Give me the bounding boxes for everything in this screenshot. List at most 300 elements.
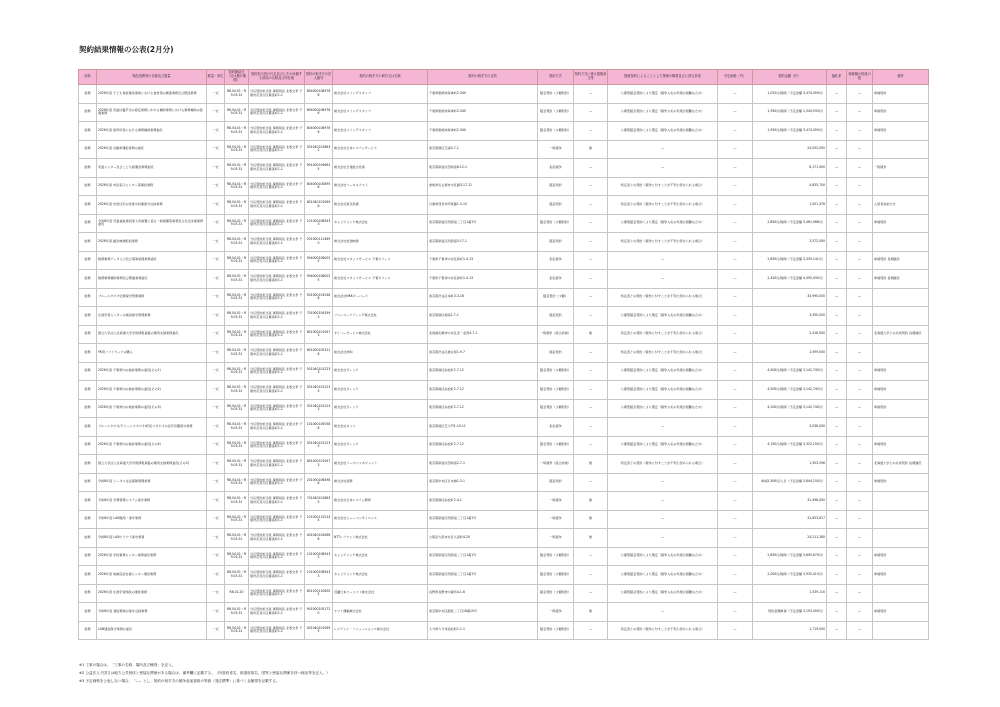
table-cell: 2,850円/時間（予定金額 3,335,141円） — [753, 251, 827, 270]
table-cell: 一般競争 — [538, 140, 574, 159]
table-cell: 2026年度 千葉県内の検診業務の委託(その3) — [97, 399, 207, 418]
table-cell: 株式会社伸和 — [333, 344, 428, 363]
table-cell: 総務 — [79, 621, 97, 640]
table-cell: 単価契約 — [873, 473, 929, 492]
table-cell: 特定者との契約（競争に付すことが不利と認められる場合） — [608, 233, 718, 252]
table-cell: 分任契約担当役 事務局長 北原文孝 千葉市花見川区幕張町1-1 — [249, 603, 305, 622]
table-cell — [873, 621, 929, 640]
table-cell: 東京都港区浜松町2-7-12 — [428, 436, 538, 455]
table-cell: 公募型随意契約により選定（競争入札の実施が困難なため） — [608, 566, 718, 585]
column-header: 契約方式に係る根拠条文等 — [574, 70, 608, 85]
table-cell: 分任契約担当役 事務局長 北原文孝 千葉市花見川区幕張町1-1 — [249, 436, 305, 455]
table-row — [79, 325, 929, 344]
table-cell: 令和8年度 LAN運用・保守業務 — [97, 510, 207, 529]
table-cell: 令和8年度 LANクラウド保守業務 — [97, 529, 207, 548]
table-cell: — — [718, 492, 753, 511]
table-cell: 株式会社放送映像 — [333, 233, 428, 252]
table-cell: — — [608, 529, 718, 548]
table-cell: 東京都新宿区西新宿二丁目1番1号 — [428, 510, 538, 529]
table-cell: 7010001042993 — [305, 307, 333, 326]
table-cell: — — [847, 566, 873, 585]
table-cell: 4,150円/時間（予定金額 3,322,100円） — [753, 436, 827, 455]
table-row — [79, 270, 929, 289]
table-cell: 随意契約（少額契約） — [538, 399, 574, 418]
table-cell: — — [827, 455, 847, 474]
table-cell: — — [847, 584, 873, 603]
table-cell: 公募型随意契約により選定（競争入札の実施が困難なため） — [608, 381, 718, 400]
table-cell: R8.04.01～R9.03.31 — [225, 325, 249, 344]
table-cell: 2026年度 地域包括支援センター運営業務 — [97, 566, 207, 585]
table-cell: 令和8年度 トータル生活保障管理業務 — [97, 473, 207, 492]
table-cell: — — [718, 159, 753, 178]
table-cell: — — [847, 436, 873, 455]
table-row — [79, 251, 929, 270]
table-cell: 特定者との契約（競争に付すことが不利と認められる場合） — [608, 455, 718, 474]
table-cell: — — [827, 307, 847, 326]
table-cell: 東京都渋谷区本町3-3-16 — [428, 288, 538, 307]
table-cell: 随意契約 — [538, 473, 574, 492]
table-cell: 一式 — [207, 529, 225, 548]
table-cell: — — [574, 122, 608, 141]
table-cell: 公募型随意契約により選定（競争入札の実施が困難なため） — [608, 399, 718, 418]
table-cell: 東京都港区浜松町2-7-12 — [428, 399, 538, 418]
table-cell: — — [847, 455, 873, 474]
table-cell: — — [827, 418, 847, 437]
table-cell: — — [827, 566, 847, 585]
table-row — [79, 436, 929, 455]
table-cell: 無 — [574, 140, 608, 159]
table-cell: 特定者との契約（競争に付すことが不利と認められる場合） — [608, 621, 718, 640]
table-cell: 令和8年度 通信環境の保守点検業務 — [97, 603, 207, 622]
table-cell: 総務 — [79, 436, 97, 455]
table-cell: 一式 — [207, 362, 225, 381]
table-cell: 一式 — [207, 492, 225, 511]
table-cell: — — [718, 251, 753, 270]
table-cell: 1010001089433 — [305, 214, 333, 233]
table-cell: 総務 — [79, 362, 97, 381]
table-cell: R8.04.01～R9.03.31 — [225, 288, 249, 307]
table-cell: 5010401012233 — [305, 381, 333, 400]
table-cell: 単価契約 — [873, 399, 929, 418]
table-cell: 8040001089766 — [305, 122, 333, 141]
table-cell: — — [574, 399, 608, 418]
column-header: 落札率 — [827, 70, 847, 85]
table-cell: 総務 — [79, 584, 97, 603]
table-cell: 8011001106005 — [305, 584, 333, 603]
table-cell: 9010001096625 — [305, 159, 333, 178]
table-cell: 東京都港区浜松町2-4-1 — [428, 492, 538, 511]
table-cell: — — [827, 196, 847, 215]
table-cell: R8.04.01～R9.03.31 — [225, 603, 249, 622]
table-cell: — — [718, 547, 753, 566]
table-cell: 6010001019473 — [305, 455, 333, 474]
table-header-row — [79, 70, 929, 85]
table-cell: 単価2,300円/人日（予定金額 3,844,150円） — [753, 473, 827, 492]
table-cell — [873, 510, 929, 529]
table-cell: — — [827, 436, 847, 455]
table-cell: 一般競争 — [538, 492, 574, 511]
table-cell: 5010401012233 — [305, 362, 333, 381]
table-row — [79, 196, 929, 215]
table-cell: 2,850円/時間（予定金額 3,461,988円） — [753, 214, 827, 233]
table-cell: 総務 — [79, 455, 97, 474]
column-header: 契約の相手方の法人番号 — [305, 70, 333, 85]
table-cell: 単価契約 — [873, 122, 929, 141]
table-row — [79, 122, 929, 141]
table-cell: 単価契約 — [873, 547, 929, 566]
table-row — [79, 103, 929, 122]
table-cell: — — [827, 270, 847, 289]
column-header: 予定価格（円） — [718, 70, 753, 85]
table-cell: 一式 — [207, 270, 225, 289]
table-cell: R8.04.01～R9.03.31 — [225, 436, 249, 455]
table-cell: 総務 — [79, 288, 97, 307]
table-cell: 一式 — [207, 510, 225, 529]
table-cell: 公募型随意契約により選定（競争入札の実施が困難なため） — [608, 584, 718, 603]
table-cell: — — [827, 122, 847, 141]
table-cell: R8.04.01～R9.03.31 — [225, 196, 249, 215]
table-cell: 単価契約 — [873, 85, 929, 104]
table-cell: 総務 — [79, 140, 97, 159]
table-cell: 株式会社ユーボンマネジメント — [333, 455, 428, 474]
table-cell: — — [827, 288, 847, 307]
table-cell: 1010001089433 — [305, 566, 333, 585]
table-cell: — — [574, 177, 608, 196]
table-cell: 9040001060025 — [305, 251, 333, 270]
table-cell: 4,500円/時間（予定金額 3,142,740円） — [753, 362, 827, 381]
table-cell: — — [574, 214, 608, 233]
table-cell: 株式会社日建総合技術 — [333, 159, 428, 178]
table-cell: — — [718, 196, 753, 215]
table-cell: — — [574, 418, 608, 437]
table-cell: R8.04.01～R9.03.31 — [225, 621, 249, 640]
table-cell: 9010001051720 — [305, 603, 333, 622]
table-cell: — — [827, 214, 847, 233]
table-cell: 総務 — [79, 603, 97, 622]
table-cell: 一式 — [207, 85, 225, 104]
table-cell: 指名競争 — [538, 270, 574, 289]
table-cell: 東京都港区芝大門1-10-11 — [428, 418, 538, 437]
table-cell: 一式 — [207, 325, 225, 344]
table-cell: — — [827, 603, 847, 622]
table-cell: 5010401012233 — [305, 436, 333, 455]
table-cell: — — [608, 251, 718, 270]
table-cell: 分任契約担当役 事務局長 北原文孝 千葉市花見川区幕張町1-1 — [249, 288, 305, 307]
table-cell: 随意契約（少額契約） — [538, 103, 574, 122]
table-cell: 分任契約担当役 事務局長 北原文孝 千葉市花見川区幕張町1-1 — [249, 362, 305, 381]
table-cell: 大分県大分市高松町1-1-1 — [428, 621, 538, 640]
table-cell: — — [827, 85, 847, 104]
table-cell: — — [608, 492, 718, 511]
table-cell: 東京都新宿区西新宿5-17-1 — [428, 233, 538, 252]
table-cell: 6,171,000 — [753, 159, 827, 178]
table-cell: R8.04.01～R9.03.31 — [225, 233, 249, 252]
table-row — [79, 603, 929, 622]
table-cell — [873, 177, 929, 196]
table-row — [79, 584, 929, 603]
table-cell — [873, 344, 929, 363]
table-cell: — — [847, 177, 873, 196]
table-cell: — — [847, 344, 873, 363]
table-cell: 株式会社スイングスタッフ — [333, 103, 428, 122]
table-cell: — — [847, 122, 873, 141]
table-cell: 東京都中央区銀座二丁目16番10号 — [428, 603, 538, 622]
table-cell: R8.04.01～R9.03.31 — [225, 473, 249, 492]
table-cell: 8040001089766 — [305, 103, 333, 122]
table-row — [79, 85, 929, 104]
table-cell: 1,539,110 — [753, 584, 827, 603]
table-cell: 一式 — [207, 473, 225, 492]
table-cell: 8040001089766 — [305, 85, 333, 104]
table-cell: 無 — [574, 455, 608, 474]
table-cell: 株式会社日本システム開発 — [333, 492, 428, 511]
column-header: 再就職の役員の数 — [847, 70, 873, 85]
table-cell: 分任契約担当役 事務局長 北原文孝 千葉市花見川区幕張町1-1 — [249, 159, 305, 178]
table-cell: 令和8年度 児童福祉施設等入所措置に係る一時保護等業務及び生活支援業務委託 — [97, 214, 207, 233]
table-cell: — — [608, 603, 718, 622]
table-cell: 分任契約担当役 事務局長 北原文孝 千葉市花見川区幕張町1-1 — [249, 140, 305, 159]
table-row — [79, 233, 929, 252]
table-cell: — — [827, 621, 847, 640]
table-cell: 24,211,280 — [753, 529, 827, 548]
table-cell: R8.04.01～R9.03.31 — [225, 103, 249, 122]
table-cell: 分任契約担当役 事務局長 北原文孝 千葉市花見川区幕張町1-1 — [249, 621, 305, 640]
table-cell: 生涯学習センターの施設保守管理業務 — [97, 307, 207, 326]
table-cell: — — [574, 547, 608, 566]
table-cell: 6010001053218 — [305, 344, 333, 363]
table-cell: 5010401018632 — [305, 140, 333, 159]
table-cell: 総務 — [79, 473, 97, 492]
table-cell: 東京都新宿区西新宿二丁目1番1号 — [428, 547, 538, 566]
table-cell: 2026年度 学校事務センター業務委託業務 — [97, 547, 207, 566]
table-cell: — — [718, 233, 753, 252]
table-cell: — — [718, 177, 753, 196]
table-cell: ブルースタジオ/グリーンスタジオ/町民スタジオの音声音響保守業務 — [97, 418, 207, 437]
table-cell: 4010401044668 — [305, 529, 333, 548]
table-cell: 公募型随意契約により選定（競争入札の実施が困難なため） — [608, 103, 718, 122]
table-cell: — — [847, 325, 873, 344]
table-cell: — — [574, 344, 608, 363]
table-cell: 2026年度 市民窓口センター等運営業務 — [97, 177, 207, 196]
table-cell: 公募型随意契約により選定（競争入札の実施が困難なため） — [608, 307, 718, 326]
table-cell: 随意契約（少額契約） — [538, 566, 574, 585]
table-cell: — — [847, 603, 873, 622]
table-cell: 分任契約担当役 事務局長 北原文孝 千葉市花見川区幕張町1-1 — [249, 251, 305, 270]
table-cell: 分任契約担当役 事務局長 北原文孝 千葉市花見川区幕張町1-1 — [249, 344, 305, 363]
table-cell: 千葉県船橋市海神町2-340 — [428, 103, 538, 122]
table-cell: — — [608, 418, 718, 437]
table-cell: 株式会社スイングスタッフ — [333, 85, 428, 104]
table-cell: 特定者との契約（競争に付すことが不利と認められる場合） — [608, 325, 718, 344]
table-cell: R8.04.01～R9.03.31 — [225, 510, 249, 529]
table-cell: 総務 — [79, 381, 97, 400]
footnote-2: ※2 公益法人で国又は地方公共団体と密接な関係がある場合は、備考欄に記載する。（所管府省名、都道府県名、国等と密接な関係を持つ理由等を記入。） — [79, 671, 330, 676]
table-cell: ヤマト運輸株式会社 — [333, 603, 428, 622]
table-cell: 株式会社東京設備 — [333, 196, 428, 215]
table-cell: 兵庫県西宮市甲東園1-3-10 — [428, 196, 538, 215]
table-row — [79, 510, 929, 529]
table-cell: 総務 — [79, 547, 97, 566]
table-cell: — — [827, 344, 847, 363]
table-cell: 千葉県千葉市中央区新町1-4-13 — [428, 251, 538, 270]
table-cell: 2026年度 自動車運転業務の委託 — [97, 140, 207, 159]
table-cell: 単価契約 — [873, 103, 929, 122]
table-cell: R8.04.01～R9.03.31 — [225, 547, 249, 566]
table-cell: R8.04.01～R9.03.31 — [225, 566, 249, 585]
table-cell: YK用ソフトウェアの購入 — [97, 344, 207, 363]
table-row — [79, 529, 929, 548]
table-cell: 1,001,376 — [753, 196, 827, 215]
table-cell: 入居者負担方式 — [873, 196, 929, 215]
table-cell: — — [827, 510, 847, 529]
table-cell: 4,200円/時間（予定金額 3,142,740円） — [753, 399, 827, 418]
table-cell: 1,553,298 — [753, 455, 827, 474]
table-cell: 一式 — [207, 251, 225, 270]
table-cell: 24,032,000 — [753, 140, 827, 159]
table-cell: 随意契約（少額契約） — [538, 362, 574, 381]
column-header: 部局 — [79, 70, 97, 85]
table-cell: — — [718, 510, 753, 529]
table-cell: 3,550,000 — [753, 307, 827, 326]
table-cell — [873, 584, 929, 603]
table-cell: 2026年度 議会映像配信業務 — [97, 233, 207, 252]
column-header: 契約方式 — [538, 70, 574, 85]
table-cell: R8.04.01～R9.03.31 — [225, 159, 249, 178]
table-cell: — — [847, 159, 873, 178]
table-cell: 一式 — [207, 584, 225, 603]
table-cell: 総務 — [79, 325, 97, 344]
table-cell: 一式 — [207, 418, 225, 437]
table-cell: 一式 — [207, 603, 225, 622]
table-cell: 東京都新宿区西新宿6-12-1 — [428, 159, 538, 178]
table-row — [79, 307, 929, 326]
table-cell: 総務 — [79, 307, 97, 326]
table-cell: — — [718, 455, 753, 474]
table-cell: 東京都中央区日本橋1-3-1 — [428, 473, 538, 492]
table-cell: LAN通信保守業務の委託 — [97, 621, 207, 640]
table-cell: 4010401010695 — [305, 621, 333, 640]
column-header: 契約担当役の氏名並びにその所属する部局の名称及び所在地 — [249, 70, 305, 85]
table-cell: 分任契約担当役 事務局長 北原文孝 千葉市花見川区幕張町1-1 — [249, 325, 305, 344]
table-cell: 2026年度 千葉県内の検診業務の委託(その1) — [97, 362, 207, 381]
table-cell: 総務 — [79, 85, 97, 104]
table-cell: 株式会社ヒューマンサイエンス — [333, 510, 428, 529]
table-cell: 千葉県千葉市中央区新町1-4-13 — [428, 270, 538, 289]
table-cell: — — [574, 473, 608, 492]
table-cell: 9040001060025 — [305, 270, 333, 289]
table-cell: 一般競争 — [873, 159, 929, 178]
table-cell: 単価契約 — [873, 603, 929, 622]
table-cell: 4,500円/時間（予定金額 3,142,740円） — [753, 381, 827, 400]
column-header: 随意契約によることとした業務の概要並びに該当条項 — [608, 70, 718, 85]
table-cell: — — [847, 473, 873, 492]
table-cell: — — [718, 473, 753, 492]
table-row — [79, 621, 929, 640]
table-cell: 株式会社ヴィック — [333, 362, 428, 381]
table-cell: 2026年度 千葉県内の検診業務の委託(その2) — [97, 381, 207, 400]
table-cell: 一式 — [207, 196, 225, 215]
table-cell: 無 — [574, 325, 608, 344]
table-cell: 分任契約担当役 事務局長 北原文孝 千葉市花見川区幕張町1-1 — [249, 529, 305, 548]
table-cell: R8.04.01～R9.03.31 — [225, 381, 249, 400]
table-cell: — — [718, 140, 753, 159]
table-cell: 一式 — [207, 159, 225, 178]
table-cell: ブルースタジオ空調保守管理業務 — [97, 288, 207, 307]
table-cell: 7010401018635 — [305, 492, 333, 511]
table-cell: 分任契約担当役 事務局長 北原文孝 千葉市花見川区幕張町1-1 — [249, 492, 305, 511]
table-cell: 一式 — [207, 140, 225, 159]
table-cell: 2026年度 千葉県内の検診業務の委託(その4) — [97, 436, 207, 455]
table-cell: 一式 — [207, 288, 225, 307]
table-cell: 株式会社商研 — [333, 473, 428, 492]
table-cell: 単価契約 — [873, 566, 929, 585]
footnote-1: ※1 工事の場合は、「工事の名称、場所及び種別」を記入。 — [79, 663, 176, 667]
table-cell: R8.04.01～R9.03.31 — [225, 418, 249, 437]
table-cell: 児童センター及びこども館運営業務委託 — [97, 159, 207, 178]
table-cell: — — [574, 270, 608, 289]
table-cell: 東京都港区浜松町2-7-12 — [428, 381, 538, 400]
table-cell: 分任契約担当役 事務局長 北原文孝 千葉市花見川区幕張町1-1 — [249, 177, 305, 196]
table-cell: — — [827, 381, 847, 400]
table-cell: 随意契約 — [538, 307, 574, 326]
table-cell: 特定者との契約（競争に付すことが不利と認められる場合） — [608, 196, 718, 215]
table-cell: 随意契約 — [538, 233, 574, 252]
table-cell: 6010001019473 — [305, 325, 333, 344]
table-cell: — — [847, 529, 873, 548]
table-cell: — — [608, 270, 718, 289]
table-cell: 随意契約（少額契約） — [538, 122, 574, 141]
table-cell: 一式 — [207, 436, 225, 455]
table-cell: 一式 — [207, 214, 225, 233]
table-cell: — — [827, 177, 847, 196]
table-cell: — — [574, 381, 608, 400]
table-cell: — — [608, 510, 718, 529]
table-cell — [873, 288, 929, 307]
table-row — [79, 159, 929, 178]
table-row — [79, 214, 929, 233]
table-cell: — — [847, 399, 873, 418]
table-cell: 総務 — [79, 159, 97, 178]
table-cell: 契約金額単価（予定金額 3,193,400円） — [753, 603, 827, 622]
table-cell: — — [827, 529, 847, 548]
table-cell: — — [718, 529, 753, 548]
table-cell: 一式 — [207, 233, 225, 252]
table-cell: 分任契約担当役 事務局長 北原文孝 千葉市花見川区幕張町1-1 — [249, 307, 305, 326]
table-cell: — — [827, 103, 847, 122]
table-cell: 1010001152244 — [305, 510, 333, 529]
table-cell: — — [574, 584, 608, 603]
contract-results-sheet — [78, 69, 928, 640]
table-cell: 分任契約担当役 事務局長 北原文孝 千葉市花見川区幕張町1-1 — [249, 547, 305, 566]
table-cell: 随意契約 — [538, 344, 574, 363]
table-cell: — — [847, 140, 873, 159]
table-cell: 株式会社ヴィック — [333, 381, 428, 400]
column-header: 契約締結日（又は履行期間） — [225, 70, 249, 85]
table-cell: 無 — [574, 492, 608, 511]
table-row — [79, 344, 929, 363]
table-cell: 33,990,000 — [753, 288, 827, 307]
table-cell: 2,000円/時間（予定金額 3,935,413円） — [753, 566, 827, 585]
table-cell: — — [574, 362, 608, 381]
table-cell: — — [574, 103, 608, 122]
table-cell: 分任契約担当役 事務局長 北原文孝 千葉市花見川区幕張町1-1 — [249, 566, 305, 585]
table-cell: キャリアリンク株式会社 — [333, 214, 428, 233]
table-cell: 分任契約担当役 事務局長 北原文孝 千葉市花見川区幕張町1-1 — [249, 270, 305, 289]
table-cell: 愛知県名古屋市中区錦3-17-11 — [428, 177, 538, 196]
table-cell: 指名競争 — [538, 418, 574, 437]
table-cell: 無 — [574, 510, 608, 529]
table-cell: 随意契約（少額契約） — [538, 547, 574, 566]
